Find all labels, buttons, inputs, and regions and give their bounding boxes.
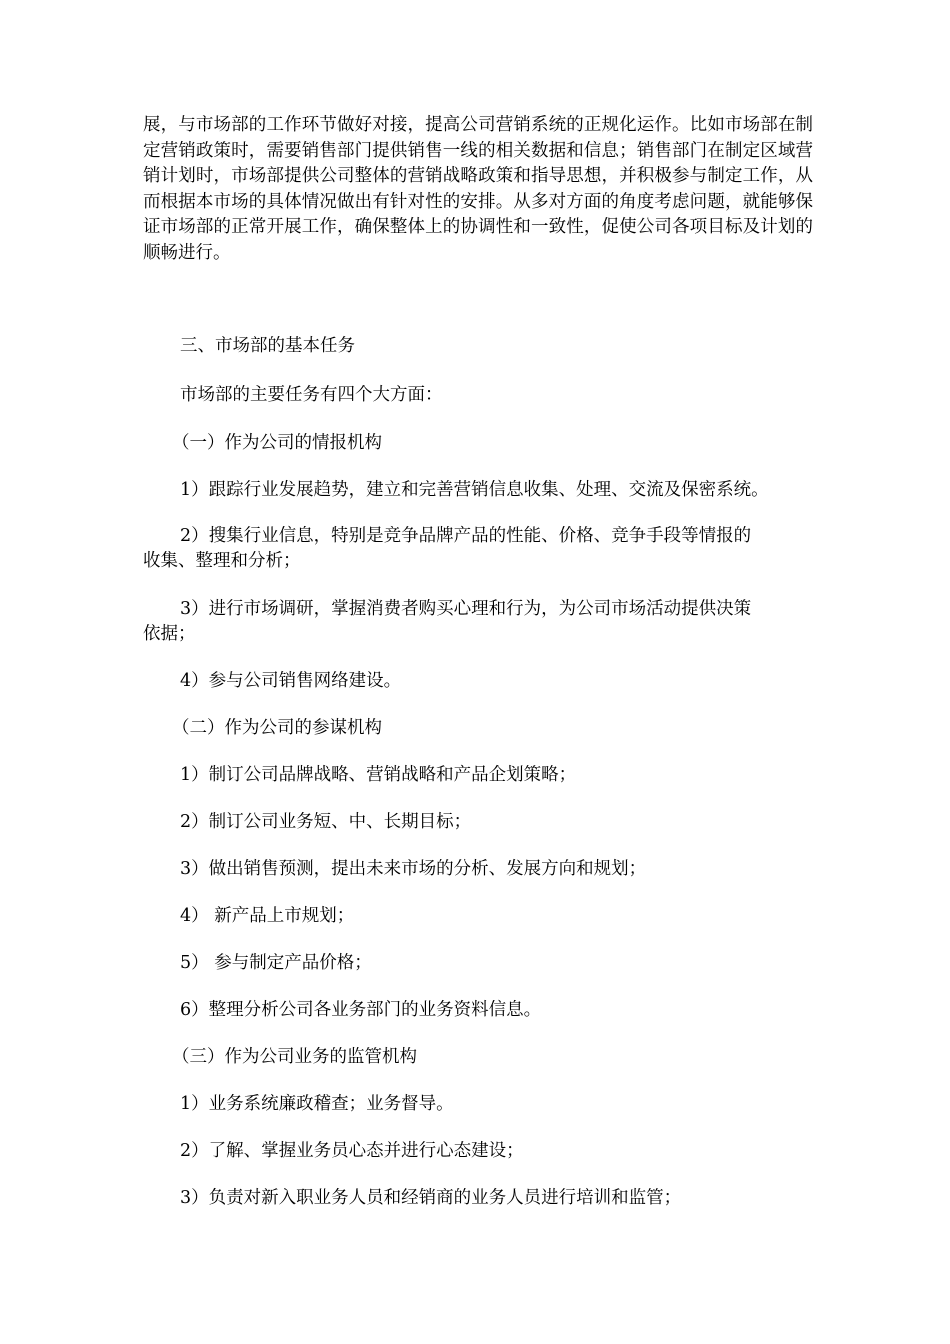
group2-item-2: 2）制订公司业务短、中、长期目标； — [180, 812, 472, 832]
group1-item-2: 2）搜集行业信息，特别是竞争品牌产品的性能、价格、竞争手段等情报的 — [180, 526, 752, 546]
group1-item-2-cont: 收集、整理和分析； — [143, 551, 301, 571]
group2-item-3: 3）做出销售预测，提出未来市场的分析、发展方向和规划； — [180, 859, 647, 879]
group3-item-1: 1）业务系统廉政稽查；业务督导。 — [180, 1094, 454, 1114]
group2-item-1: 1）制订公司品牌战略、营销战略和产品企划策略； — [180, 765, 577, 785]
section-intro: 市场部的主要任务有四个大方面： — [180, 385, 443, 405]
group3-item-2: 2）了解、掌握业务员心态并进行心态建设； — [180, 1141, 524, 1161]
intro-paragraph: 展，与市场部的工作环节做好对接，提高公司营销系统的正规化运作。比如市场部在制定营销政策时，需要销售部门提供销售一线的相关数据和信息；销售部门在制定区域营销计划时，市场部提供公司整体的营销战略政策和指导思想，并积极参与制定工作，从而根据本市场的具体情况做出有针对性的安排。从多对方面的角度考虑问题，就能够保证市场部的正常开展工作，确保整体上的协调性和一致性，促使公司各项目标及计划的顺畅进行。 — [143, 115, 813, 263]
group1-item-1: 1）跟踪行业发展趋势，建立和完善营销信息收集、处理、交流及保密系统。 — [180, 480, 769, 500]
group1-item-4: 4）参与公司销售网络建设。 — [180, 671, 402, 691]
section-heading: 三、市场部的基本任务 — [180, 336, 355, 356]
group1-heading: （一）作为公司的情报机构 — [172, 433, 382, 453]
group1-item-3-cont: 依据； — [143, 624, 196, 644]
group2-item-5: 5） 参与制定产品价格； — [180, 953, 372, 973]
group1-item-3: 3）进行市场调研，掌握消费者购买心理和行为，为公司市场活动提供决策 — [180, 599, 752, 619]
group2-item-6: 6）整理分析公司各业务部门的业务资料信息。 — [180, 1000, 542, 1020]
group2-heading: （二）作为公司的参谋机构 — [172, 718, 382, 738]
group2-item-4: 4） 新产品上市规划； — [180, 906, 355, 926]
group3-item-3: 3）负责对新入职业务人员和经销商的业务人员进行培训和监管； — [180, 1188, 682, 1208]
group3-heading: （三）作为公司业务的监管机构 — [172, 1047, 417, 1067]
